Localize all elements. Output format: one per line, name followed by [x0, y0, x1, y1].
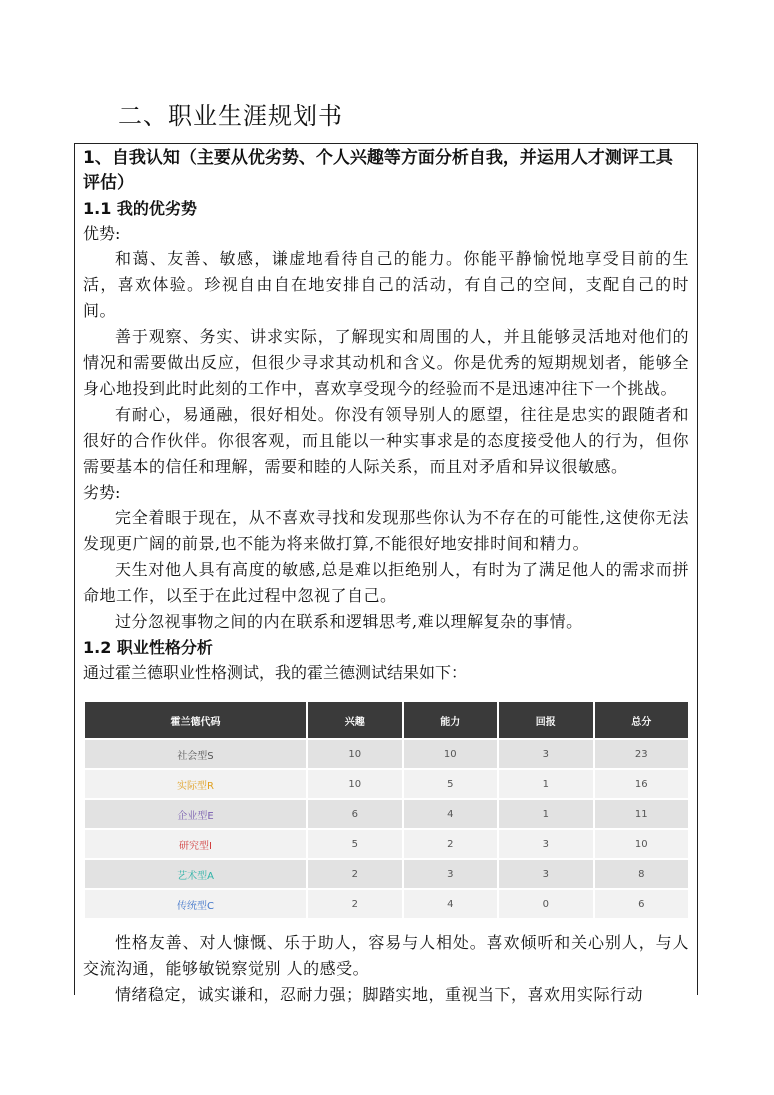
cell-ability: 4 — [404, 890, 498, 918]
subheading-career-personality: 1.2 职业性格分析 — [83, 638, 213, 657]
advantage-paragraph: 和蔼、友善、敏感，谦虚地看待自己的能力。你能平静愉悦地享受目前的生活，喜欢体验。珍视自由自在地安排自己的活动，有自己的空间，支配自己的时间。 — [83, 249, 689, 320]
cell-code: 传统型C — [85, 890, 306, 918]
cell-reward: 1 — [499, 770, 593, 798]
subheading-strengths-weaknesses: 1.1 我的优劣势 — [83, 199, 197, 218]
page-title: 二、职业生涯规划书 — [118, 102, 343, 130]
cell-code: 企业型E — [85, 800, 306, 828]
section-heading-self-awareness: 1、自我认知（主要从优劣势、个人兴趣等方面分析自我，并运用人才测评工具评估） — [83, 148, 673, 193]
cell-reward: 3 — [499, 740, 593, 768]
holland-intro: 通过霍兰德职业性格测试，我的霍兰德测试结果如下： — [83, 663, 468, 682]
cell-total: 6 — [595, 890, 689, 918]
table-row — [85, 770, 688, 798]
header-code: 霍兰德代码 — [85, 702, 306, 738]
cell-interest: 10 — [308, 770, 402, 798]
disadvantage-paragraph: 天生对他人具有高度的敏感,总是难以拒绝别人，有时为了满足他人的需求而拼命地工作，以至于在此过程中忽视了自己。 — [83, 560, 689, 605]
disadvantage-paragraph: 完全着眼于现在，从不喜欢寻找和发现那些你认为不存在的可能性,这使你无法发现更广阔的前景,也不能为将来做打算,不能很好地安排时间和精力。 — [83, 508, 689, 553]
advantage-paragraph: 有耐心，易通融，很好相处。你没有领导别人的愿望，往往是忠实的跟随者和很好的合作伙伴。你很客观，而且能以一种实事求是的态度接受他人的行为，但你需要基本的信任和理解，需要和睦的人际关系，而且对矛盾和异议很敏感。 — [83, 405, 689, 476]
header-total: 总分 — [595, 702, 689, 738]
cell-total: 16 — [595, 770, 689, 798]
cell-interest: 2 — [308, 860, 402, 888]
cell-interest: 2 — [308, 890, 402, 918]
cell-ability: 3 — [404, 860, 498, 888]
cell-code: 艺术型A — [85, 860, 306, 888]
cell-total: 23 — [595, 740, 689, 768]
table-row — [85, 830, 688, 858]
cell-reward: 1 — [499, 800, 593, 828]
table-row — [85, 860, 688, 888]
cell-total: 10 — [595, 830, 689, 858]
personality-paragraph: 性格友善、对人慷慨、乐于助人，容易与人相处。喜欢倾听和关心别人，与人交流沟通，能够敏锐察觉别 人的感受。 — [83, 933, 689, 978]
cell-ability: 2 — [404, 830, 498, 858]
table-header-row — [85, 702, 688, 738]
holland-result-table — [83, 700, 690, 920]
cell-reward: 3 — [499, 860, 593, 888]
header-interest: 兴趣 — [308, 702, 402, 738]
planning-form-box — [74, 143, 698, 1004]
cell-ability: 4 — [404, 800, 498, 828]
cell-code: 研究型I — [85, 830, 306, 858]
cell-ability: 5 — [404, 770, 498, 798]
cell-code: 实际型R — [85, 770, 306, 798]
disadvantages-label: 劣势: — [83, 483, 121, 502]
cell-reward: 0 — [499, 890, 593, 918]
disadvantage-paragraph: 过分忽视事物之间的内在联系和逻辑思考,难以理解复杂的事情。 — [115, 612, 583, 631]
cell-interest: 10 — [308, 740, 402, 768]
cell-interest: 5 — [308, 830, 402, 858]
cell-interest: 6 — [308, 800, 402, 828]
advantages-label: 优势: — [83, 224, 121, 243]
header-ability: 能力 — [404, 702, 498, 738]
table-row — [85, 740, 688, 768]
table-row — [85, 890, 688, 918]
header-reward: 回报 — [499, 702, 593, 738]
table-row — [85, 800, 688, 828]
cell-total: 11 — [595, 800, 689, 828]
cell-reward: 3 — [499, 830, 593, 858]
advantage-paragraph: 善于观察、务实、讲求实际，了解现实和周围的人，并且能够灵活地对他们的情况和需要做出反应，但很少寻求其动机和含义。你是优秀的短期规划者，能够全身心地投到此时此刻的工作中，喜欢享受现今的经验而不是迅速冲往下一个挑战。 — [83, 327, 689, 398]
cell-total: 8 — [595, 860, 689, 888]
personality-paragraph: 情绪稳定，诚实谦和，忍耐力强；脚踏实地，重视当下，喜欢用实际行动 — [115, 985, 644, 1004]
cell-code: 社会型S — [85, 740, 306, 768]
cell-ability: 10 — [404, 740, 498, 768]
